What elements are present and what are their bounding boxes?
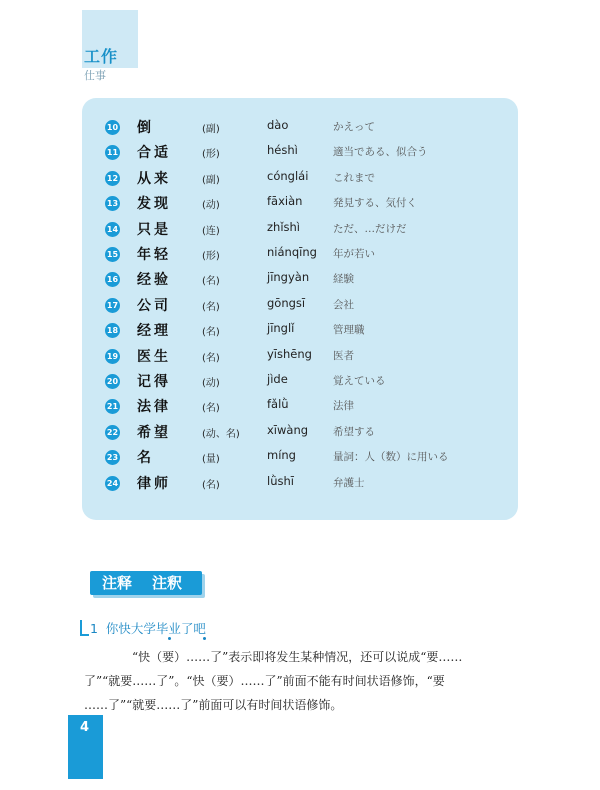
vocab-row [82,217,518,242]
vocab-number-badge: 24 [105,476,120,491]
vocab-part-of-speech: (形) [202,251,220,262]
vocab-pinyin: lǜshī [267,473,294,488]
vocab-row [82,267,518,292]
vocab-pinyin: jìde [267,372,288,386]
vocab-part-of-speech: (名) [202,301,220,313]
emphasis-dot [168,637,171,640]
vocab-meaning: 発見する、気付く [333,197,417,210]
vocab-part-of-speech: (名) [202,479,220,491]
vocab-meaning: 希望する [333,425,375,438]
chapter-title: 工作 [84,47,119,66]
vocab-part-of-speech: (动、名) [202,428,240,440]
vocab-word: 发现 [137,196,171,213]
vocab-number-badge: 13 [105,196,120,211]
notes-banner-jp: 注釈 [152,574,183,592]
vocab-word: 只是 [137,221,171,238]
vocab-pinyin: míng [267,448,296,463]
note-heading-text: 你快大学毕业了吧 [105,621,206,636]
vocab-meaning: 医者 [333,349,354,362]
vocab-word: 医生 [137,348,171,365]
vocab-number-badge: 15 [105,247,120,262]
vocab-part-of-speech: (名) [202,276,220,288]
vocab-pinyin: cónglái [267,168,309,183]
vocab-part-of-speech: (副) [202,174,220,186]
vocab-pinyin: fāxiàn [267,194,303,209]
vocab-word: 公司 [137,297,171,314]
vocab-pinyin: xīwàng [267,422,309,437]
vocab-part-of-speech: (名) [202,352,220,364]
vocab-pinyin: jīnglǐ [267,321,295,336]
vocab-number-badge: 23 [105,450,120,465]
vocab-meaning: 経験 [333,273,354,286]
page-number: 4 [80,720,90,735]
vocab-pinyin: niánqīng [267,245,317,259]
vocab-pinyin: zhǐshì [267,219,300,234]
chapter-subtitle: 仕事 [84,69,106,82]
vocab-meaning: 量詞：人（数）に用いる [333,451,449,464]
note-number: 1 [90,621,98,636]
vocab-word: 从来 [137,170,171,187]
note-line: ……了”“就要……了”前面可以有时间状语修饰。 [84,698,343,712]
vocab-word: 经理 [137,323,171,340]
vocab-row [82,394,518,419]
vocab-number-badge: 22 [105,425,120,440]
vocab-number-badge: 19 [105,349,120,364]
vocab-meaning: これまで [333,171,375,184]
vocab-meaning: 会社 [333,298,354,311]
vocab-meaning: 管理職 [333,324,365,337]
vocab-word: 合适 [137,145,171,162]
vocab-word: 律师 [137,475,171,492]
vocab-number-badge: 14 [105,222,120,237]
vocab-row [82,471,518,496]
vocab-word: 记得 [137,374,171,390]
vocab-part-of-speech: (动) [202,378,220,389]
vocab-row [82,140,518,165]
vocab-meaning: 法律 [333,400,354,413]
vocab-row [82,420,518,445]
vocab-number-badge: 16 [105,272,120,287]
vocab-word: 年轻 [137,247,171,263]
vocab-row [82,191,518,216]
vocab-number-badge: 20 [105,374,120,389]
vocab-number-badge: 10 [105,120,120,135]
vocab-meaning: かえって [333,121,375,133]
vocab-part-of-speech: (形) [202,149,220,161]
vocab-word: 名 [137,450,154,467]
vocab-meaning: 覚えている [333,375,386,387]
vocab-row [82,166,518,191]
vocab-meaning: ただ、…だけだ [333,222,407,235]
vocab-word: 倒 [137,120,154,136]
vocab-row [82,115,518,140]
notes-section-banner [90,571,202,595]
vocab-row [82,445,518,470]
emphasis-dot [203,637,206,640]
vocab-part-of-speech: (名) [202,403,220,415]
vocab-row [82,242,518,267]
vocab-word: 法律 [137,399,171,416]
vocab-part-of-speech: (副) [202,124,220,135]
vocab-part-of-speech: (连) [202,225,220,237]
vocab-number-badge: 18 [105,323,120,338]
note-marker-icon [80,620,89,636]
vocab-word: 经验 [137,272,171,289]
note-paragraph [84,645,524,717]
vocab-meaning: 弁護士 [333,476,365,489]
vocab-row [82,344,518,369]
vocab-part-of-speech: (量) [202,454,220,466]
vocab-part-of-speech: (动) [202,200,220,212]
notes-banner-zh: 注释 [102,574,133,592]
vocab-number-badge: 21 [105,399,120,414]
vocab-pinyin: jīngyàn [267,270,310,285]
vocab-pinyin: héshì [267,143,298,158]
vocab-row [82,293,518,318]
vocab-number-badge: 11 [105,145,120,160]
vocab-part-of-speech: (名) [202,327,220,339]
vocab-meaning: 適当である、似合う [333,146,428,159]
vocab-meaning: 年が若い [333,248,375,260]
vocab-pinyin: fǎlǜ [267,397,289,412]
note-line: “快（要）……了”表示即将发生某种情况，还可以说成“要…… [132,650,463,664]
note-heading [90,619,206,637]
vocab-pinyin: dào [267,118,289,132]
vocab-number-badge: 12 [105,171,120,186]
vocab-word: 希望 [137,424,171,441]
vocab-row [82,369,518,394]
vocab-pinyin: gōngsī [267,295,306,310]
note-line: 了”“就要……了”。“快（要）……了”前面不能有时间状语修饰，“要 [84,674,445,688]
vocab-number-badge: 17 [105,298,120,313]
vocab-pinyin: yīshēng [267,346,312,361]
vocab-row [82,318,518,343]
vocabulary-panel [82,98,518,520]
